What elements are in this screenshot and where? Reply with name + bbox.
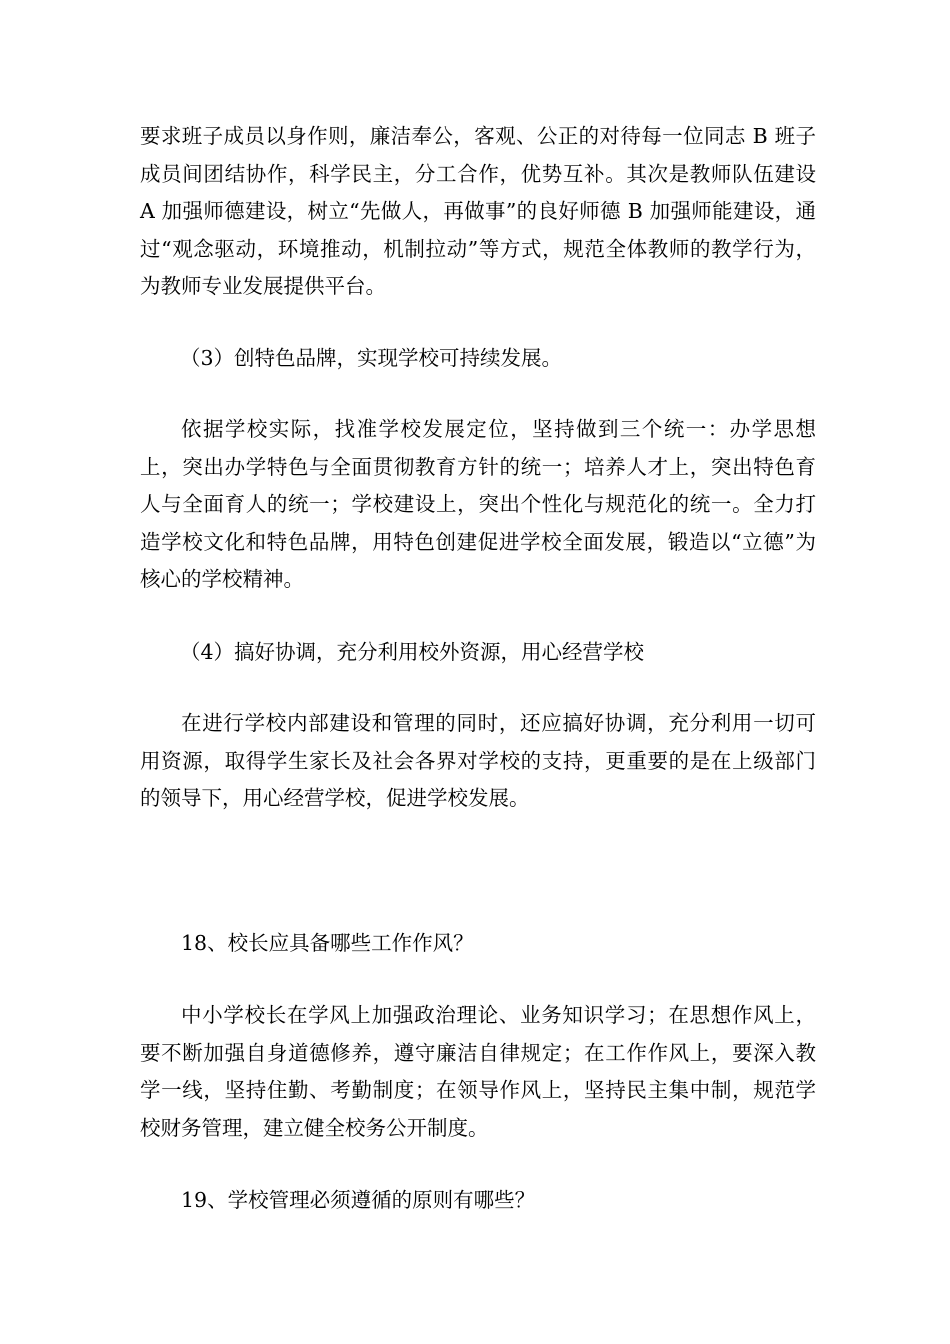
paragraph-school-brand: 依据学校实际，找准学校发展定位，坚持做到三个统一：办学思想上，突出办学特色与全面贯彻教育方针的统一；培养人才上，突出特色育人与全面育人的统一；学校建设上，突出个性化与规范化的统一。全力打造学校文化和特色品牌，用特色创建促进学校全面发展，锻造以“立德”为核心的学校精神。 xyxy=(140,417,816,591)
paragraph-leadership-teachers: 要求班子成员以身作则，廉洁奉公，客观、公正的对待每一位同志 B 班子成员间团结协作，科学民主，分工合作，优势互补。其次是教师队伍建设 A 加强师德建设，树立“先做人，再做事”的良好师德 B 加强师能建设，通过“观念驱动，环境推动，机制拉动”等方式，规范全体教师的教学行为，为教师专业发展提供平台。 xyxy=(140,124,816,298)
paragraph-external-resources: 在进行学校内部建设和管理的同时，还应搞好协调，充分利用一切可用资源，取得学生家长及社会各界对学校的支持，更重要的是在上级部门的领导下，用心经营学校，促进学校发展。 xyxy=(140,711,816,810)
question-19: 19、学校管理必须遵循的原则有哪些？ xyxy=(181,1188,536,1212)
question-18: 18、校长应具备哪些工作作风？ xyxy=(181,931,474,955)
heading-item-3: （3）创特色品牌，实现学校可持续发展。 xyxy=(180,346,563,370)
paragraph-answer-18: 中小学校长在学风上加强政治理论、业务知识学习；在思想作风上，要不断加强自身道德修养，遵守廉洁自律规定；在工作作风上，要深入教学一线，坚持住勤、考勤制度；在领导作风上，坚持民主集中制，规范学校财务管理，建立健全校务公开制度。 xyxy=(140,1003,816,1140)
heading-item-4: （4）搞好协调，充分利用校外资源，用心经营学校 xyxy=(180,640,645,664)
